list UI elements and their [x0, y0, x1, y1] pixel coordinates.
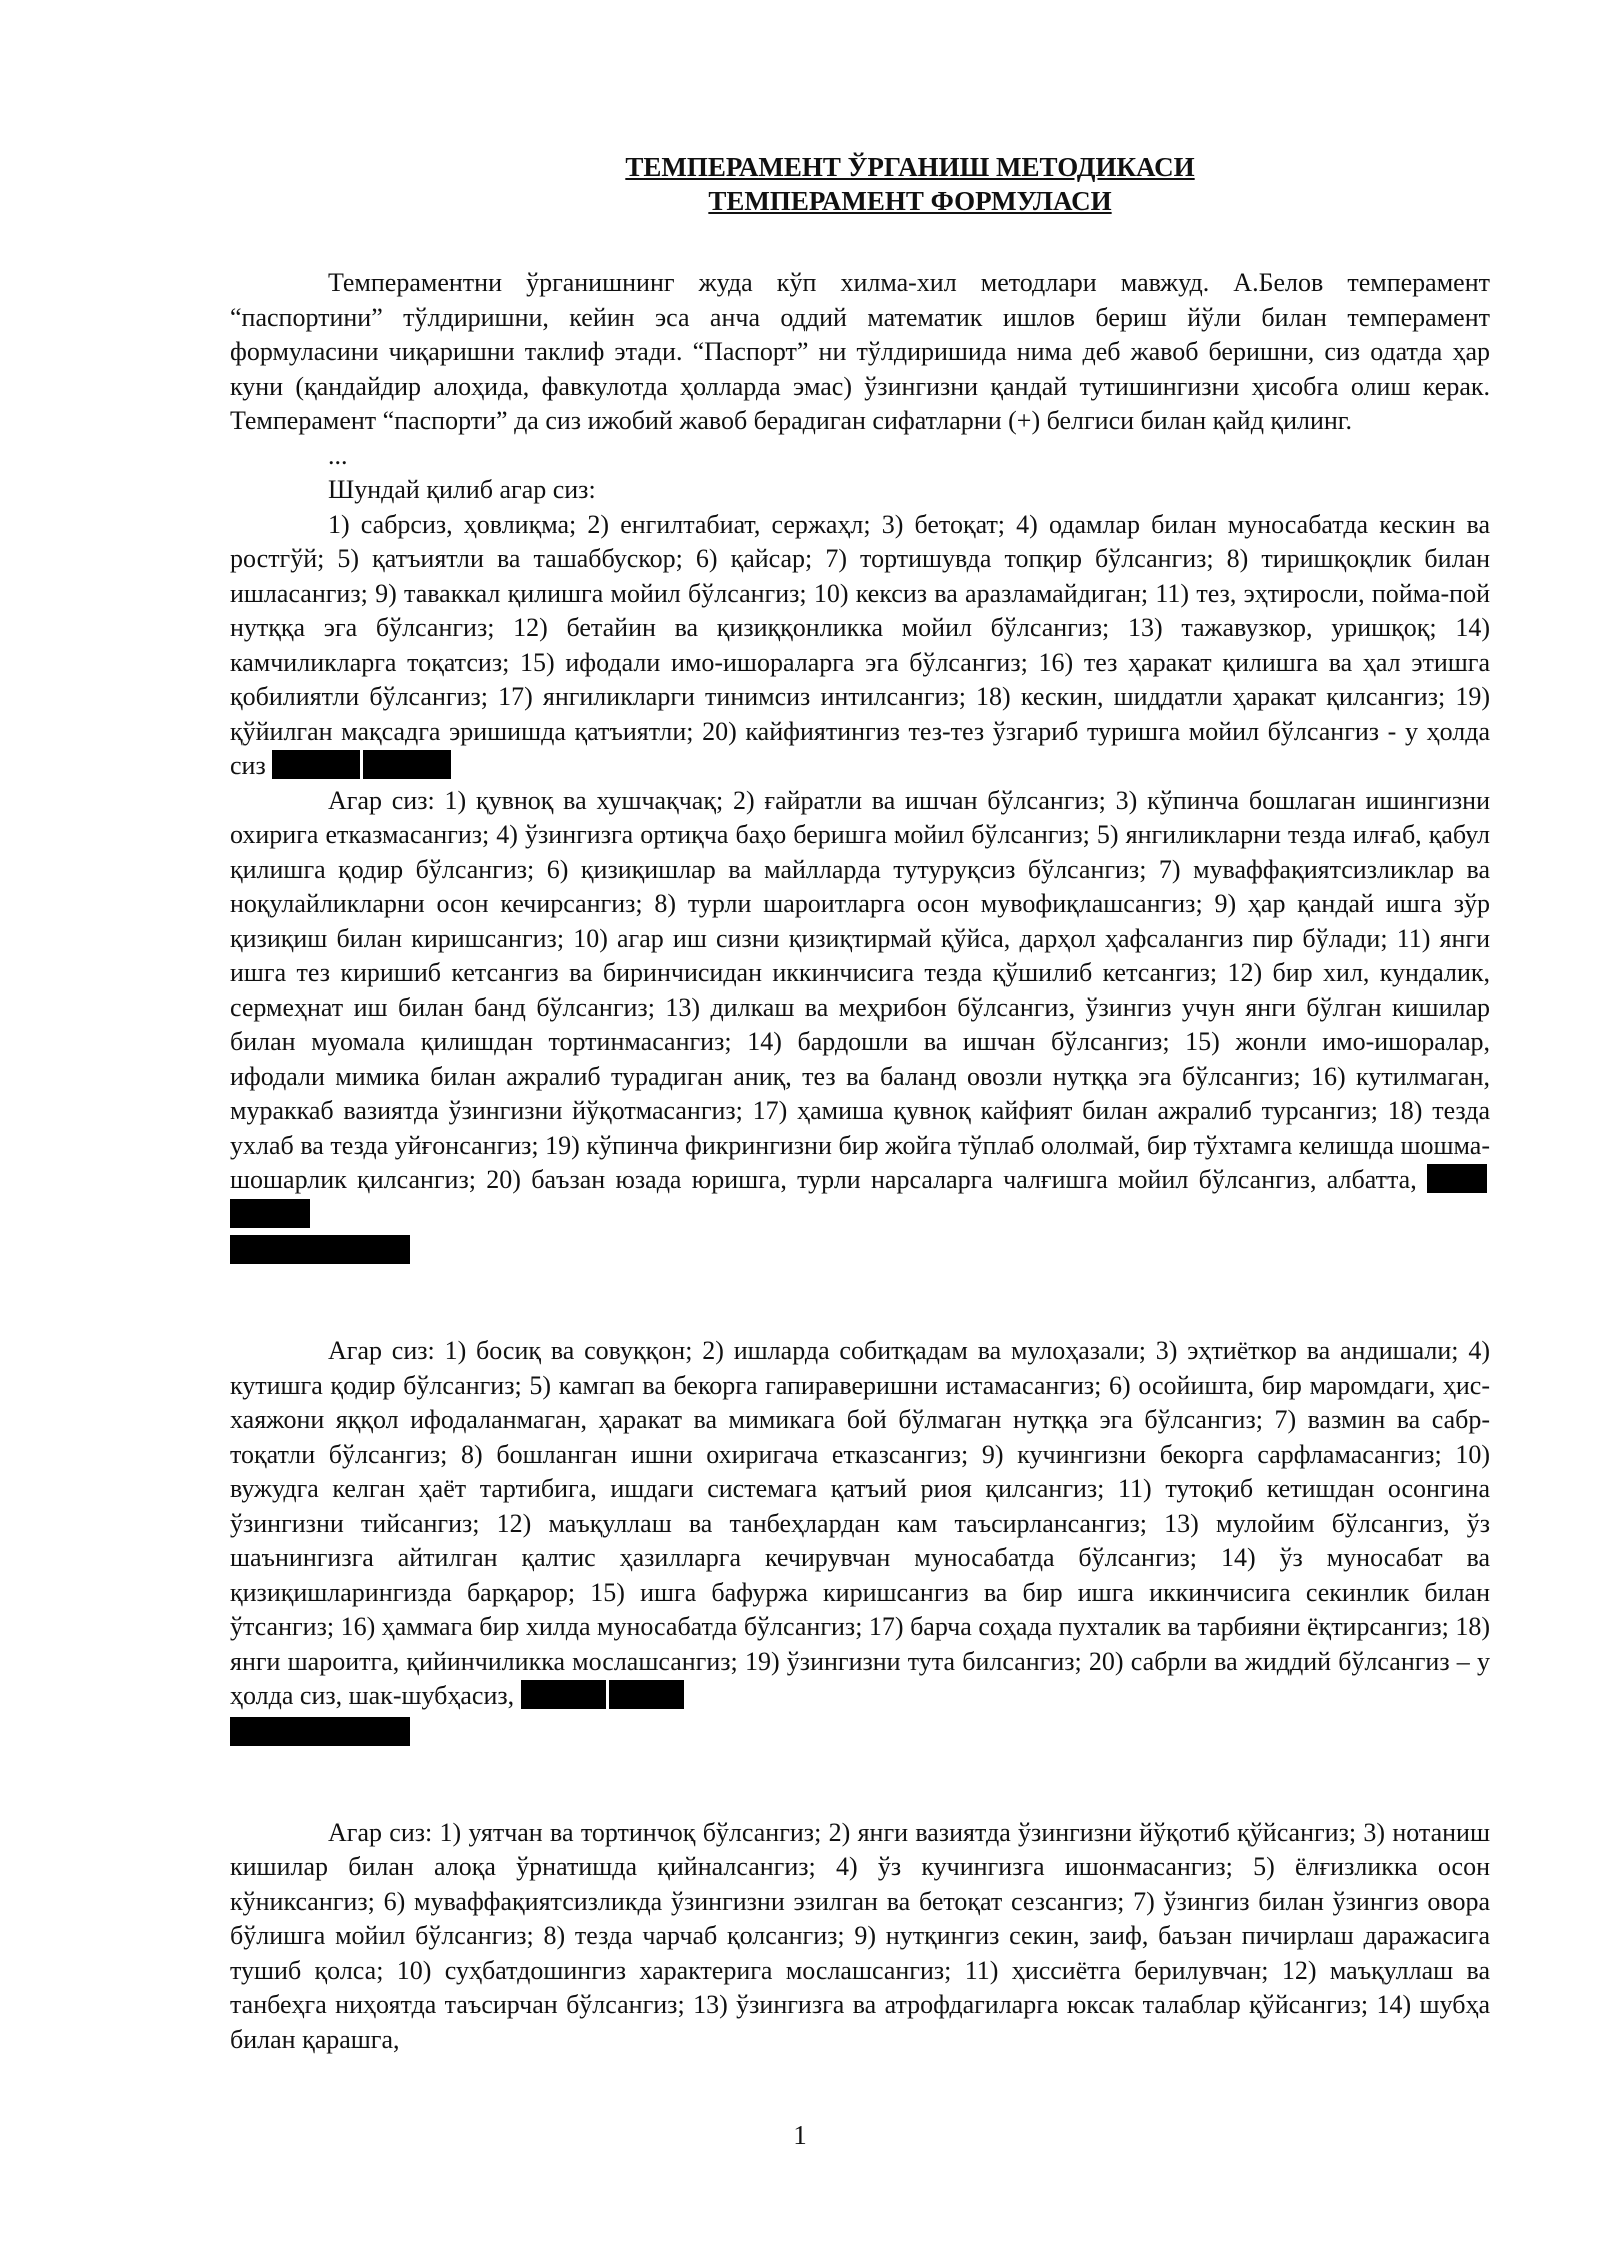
- document-title-line-2: ТЕМПЕРАМЕНТ ФОРМУЛАСИ: [708, 186, 1112, 216]
- paragraph-3-text: Агар сиз: 1) босиқ ва совуққон; 2) ишларда собитқадам ва мулоҳазали; 3) эҳтиёткор ва андишали; 4) кутишга қодир бўлсангиз; 5) камгап ва бекорга гапираверишни истамасангиз; 6) осойишта, бир маромдаги, ҳис-хаяжони яққол ифодаланмаган, ҳаракат ва мимикага бой бўлмаган нутққа эга бўлсангиз; 7) вазмин ва сабр-тоқатли бўлсангиз; 8) бошланган ишни охиригача етказсангиз; 9) кучингизни бекорга сарфламасангиз; 10) вужудга келган ҳаёт тартибига, ишдаги системага қатъий риоя қилсангиз; 11) тутоқиб кетишдан осонгина ўзингизни тийсангиз; 12) маъқуллаш ва танбеҳлардан кам таъсирлансангиз; 13) мулойим бўлсангиз, ўз шаънингизга айтилган қалтис ҳазилларга кечирувчан муносабатда бўлсангиз; 14) ўз муносабат ва қизиқишларингизда барқарор; 15) ишга бафуржа киришсангиз ва бир ишга иккинчисига секинлик билан ўтсангиз; 16) ҳаммага бир хилда муносабатда бўлсангиз; 17) барча соҳада пухталик ва тарбияни ёқтирсангиз; 18) янги шароитга, қийинчиликка мослашсангиз; 19) ўзингизни тута билсангиз; 20) сабрли ва жиддий бўлсангиз – у ҳолда сиз, шак-шубҳасиз,: [230, 1336, 1491, 1710]
- paragraph-2-text: Агар сиз: 1) қувноқ ва хушчақчақ; 2) ғайратли ва ишчан бўлсангиз; 3) кўпинча бошлаган ишингизни охирига етказмасангиз; 4) ўзингизга ортиқча баҳо беришга мойил бўлсангиз; 5) янгиликларни тезда илғаб, қабул қилишга қодир бўлсангиз; 6) қизиқишлар ва майлларда тутуруқсиз бўлсангиз; 7) муваффақиятсизликлар ва ноқулайликларни осон кечирсангиз; 8) турли шароитларга осон мувофиқлашсангиз; 9) ҳар қандай ишга зўр қизиқиш билан киришсангиз; 10) агар иш сизни қизиқтирмай қўйса, дарҳол ҳафсалангиз пир бўлади; 11) янги ишга тез киришиб кетсангиз ва биринчисидан иккинчисига тезда қўшилиб кетсангиз; 12) бир хил, кундалик, сермеҳнат иш билан банд бўлсангиз; 13) дилкаш ва меҳрибон бўлсангиз, ўзингиз учун янги бўлган кишилар билан муомала қилишдан тортинмасангиз; 14) бардошли ва ишчан бўлсангиз; 15) жонли имо-ишоралар, ифодали мимика билан ажралиб турадиган аниқ, тез ва баланд овозли нутққа эга бўлсангиз; 16) кутилмаган, мураккаб вазиятда ўзингизни йўқотмасангиз; 17) ҳамиша қувноқ кайфият билан ажралиб турсангиз; 18) тезда ухлаб ва тезда уйғонсангиз; 19) кўпинча фикрингизни бир жойга тўплаб ололмай, бир тўхтамга келишда шошма-шошарлик қилсангиз; 20) баъзан юзада юришга, турли нарсаларга чалғишга мойил бўлсангиз, албатта,: [230, 785, 1490, 1194]
- redaction-block: [521, 1680, 609, 1709]
- paragraph-2: [230, 784, 1490, 1233]
- lead-line: Шундай қилиб агар сиз:: [328, 475, 596, 504]
- paragraph-3: [230, 1334, 1490, 1714]
- redaction-block: [1427, 1164, 1490, 1193]
- ellipsis: ...: [328, 440, 348, 470]
- redaction-block: [230, 1235, 410, 1264]
- redaction-block: [609, 1680, 684, 1709]
- paragraph-1: [230, 508, 1490, 784]
- paragraph-spacer: [230, 1746, 1490, 1816]
- redaction-block: [230, 1717, 410, 1746]
- redaction-block: [272, 750, 363, 779]
- document-body: [230, 150, 1490, 2057]
- redaction-line: [230, 1716, 1490, 1746]
- redaction-block: [230, 1199, 310, 1228]
- document-text: [230, 266, 1490, 2057]
- paragraph-4: Агар сиз: 1) уятчан ва тортинчоқ бўлсангиз; 2) янги вазиятда ўзингизни йўқотиб қўйсангиз; 3) нотаниш кишилар билан алоқа ўрнатишда қийналсангиз; 4) ўз кучингизга ишонмасангиз; 5) ёлғизликка осон кўниксангиз; 6) муваффақиятсизликда ўзингизни эзилган ва бетоқат сезсангиз; 7) ўзингиз билан ўзингиз овора бўлишга мойил бўлсангиз; 8) тезда чарчаб қолсангиз; 9) нутқингиз секин, заиф, баъзан пичирлаш даражасига тушиб қолса; 10) суҳбатдошингиз характерига мослашсангиз; 11) ҳиссиётга берилувчан; 12) маъқуллаш ва танбеҳга ниҳоятда таъсирчан бўлсангиз; 13) ўзингизга ва атрофдагиларга юксак талаблар қўйсангиз; 14) шубҳа билан қарашга,: [230, 1817, 1490, 2054]
- paragraph-spacer: [230, 1264, 1490, 1334]
- intro-paragraph: Темпераментни ўрганишнинг жуда кўп хилма-хил методлари мавжуд. А.Белов темперамент “паспортини” тўлдиришни, кейин эса анча оддий математик ишлов бериш йўли билан темперамент формуласини чиқаришни таклиф этади. “Паспорт” ни тўлдиришида нима деб жавоб беришни, сиз одатда ҳар куни (қандайдир алоҳида, фавкулотда ҳолларда эмас) ўзингизни қандай тутишингизни ҳисобга олиш керак. Темперамент “паспорти” да сиз ижобий жавоб берадиган сифатларни (+) белгиси билан қайд қилинг.: [230, 268, 1490, 435]
- redaction-line: [230, 1234, 1490, 1264]
- paragraph-1-text: 1) сабрсиз, ҳовлиқма; 2) енгилтабиат, сержаҳл; 3) бетоқат; 4) одамлар билан муносабатда кескин ва ростгўй; 5) қатъиятли ва ташаббускор; 6) қайсар; 7) тортишувда топқир бўлсангиз; 8) тиришқоқлик билан ишласангиз; 9) таваккал қилишга мойил бўлсангиз; 10) кексиз ва аразламайдиган; 11) тез, эҳтиросли, пойма-пой нутққа эга бўлсангиз; 12) бетайин ва қизиққонликка мойил бўлсангиз; 13) тажавузкор, уришқоқ; 14) камчиликларга тоқатсиз; 15) ифодали имо-ишораларга эга бўлсангиз; 16) тез ҳаракат қилишга ва ҳал этишга қобилиятли бўлсангиз; 17) янгиликларги тинимсиз интилсангиз; 18) кескин, шиддатли ҳаракат қилсангиз; 19) қўйилган мақсадга эришишда қатъиятли; 20) кайфиятингиз тез-тез ўзгариб туришга мойил бўлсангиз - у ҳолда сиз: [230, 509, 1490, 780]
- document-title-line-1: ТЕМПЕРАМЕНТ ЎРГАНИШ МЕТОДИКАСИ: [625, 152, 1195, 182]
- page-number: 1: [793, 2120, 807, 2150]
- redaction-block: [363, 750, 451, 779]
